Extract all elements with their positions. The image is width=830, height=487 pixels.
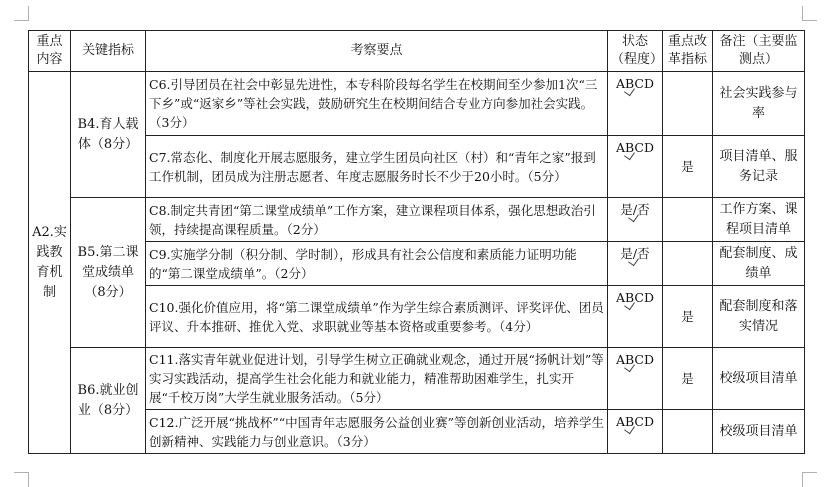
reform-flag xyxy=(663,410,713,454)
check-point-text: C6.引导团员在社会中彰显先进性，本专科阶段每名学生在校期间至少参加1次“三下乡”或“返家乡”等社会实践，鼓励研究生在校期间结合专业方向参加社会实践。（3分） xyxy=(146,72,608,136)
status-value: ABCD xyxy=(615,290,655,305)
table-row xyxy=(29,286,805,348)
page-corner-mark xyxy=(802,472,817,487)
header-key-indicator: 关键指标 xyxy=(71,31,146,72)
monitoring-note: 社会实践参与率 xyxy=(713,72,805,136)
check-point-text: C10.强化价值应用，将“第二课堂成绩单”作为学生综合素质测评、评奖评优、团员评议、升本推研、推优入党、求职就业等基本资格或重要参考。（4分） xyxy=(146,286,608,348)
status-value: ABCD xyxy=(615,352,655,367)
check-point-text: C12.广泛开展“挑战杯”“中国青年志愿服务公益创业赛”等创新创业活动，培养学生创新精神、实践能力与创业意识。（3分） xyxy=(146,410,608,454)
check-point-text: C9.实施学分制（积分制、学时制），形成具有社会公信度和素质能力证明功能的“第二课堂成绩单”。（2分） xyxy=(146,242,608,286)
status-value: ABCD xyxy=(615,76,655,91)
status-value: 是/否 xyxy=(620,246,650,261)
group-label-b5: B5.第二课堂成绩单（8分） xyxy=(71,198,146,348)
table-row xyxy=(29,72,805,136)
reform-flag: 是 xyxy=(663,286,713,348)
page-corner-mark xyxy=(14,6,29,21)
header-key-content: 重点内容 xyxy=(29,31,71,72)
table-header-row xyxy=(29,31,805,72)
table-row xyxy=(29,348,805,410)
monitoring-note: 项目清单、服务记录 xyxy=(713,136,805,198)
monitoring-note: 工作方案、课程项目清单 xyxy=(713,198,805,242)
status-value: ABCD xyxy=(615,414,655,429)
evaluation-table xyxy=(28,30,805,454)
reform-flag xyxy=(663,242,713,286)
page-corner-mark xyxy=(802,6,817,21)
monitoring-note: 配套制度、成绩单 xyxy=(713,242,805,286)
table-row xyxy=(29,136,805,198)
check-point-text: C8.制定共青团“第二课堂成绩单”工作方案，建立课程项目体系，强化思想政治引领，持续提高课程质量。（2分） xyxy=(146,198,608,242)
table-row xyxy=(29,198,805,242)
header-check-points: 考察要点 xyxy=(146,31,608,72)
reform-flag xyxy=(663,198,713,242)
header-status: 状态（程度） xyxy=(608,31,663,72)
reform-flag xyxy=(663,72,713,136)
group-label-b4: B4.育人载体（8分） xyxy=(71,72,146,198)
status-value: 是/否 xyxy=(620,202,650,217)
reform-flag: 是 xyxy=(663,348,713,410)
header-notes: 备注（主要监测点） xyxy=(713,31,805,72)
monitoring-note: 配套制度和落实情况 xyxy=(713,286,805,348)
table-row xyxy=(29,410,805,454)
table-row xyxy=(29,242,805,286)
check-point-text: C11.落实青年就业促进计划，引导学生树立正确就业观念，通过开展“扬帆计划”等实习实践活动，提高学生社会化能力和就业能力，精准帮助困难学生，扎实开展“千校万岗”大学生就业服务活动。（5分） xyxy=(146,348,608,410)
group-label-b6: B6.就业创业（8分） xyxy=(71,348,146,454)
page-corner-mark xyxy=(14,472,29,487)
monitoring-note: 校级项目清单 xyxy=(713,348,805,410)
section-label: A2.实践教育机制 xyxy=(29,72,71,454)
check-point-text: C7.常态化、制度化开展志愿服务，建立学生团员向社区（村）和“青年之家”报到工作机制，团员成为注册志愿者、年度志愿服务时长不少于20小时。（5分） xyxy=(146,136,608,198)
status-value: ABCD xyxy=(615,140,655,155)
reform-flag: 是 xyxy=(663,136,713,198)
monitoring-note: 校级项目清单 xyxy=(713,410,805,454)
header-reform-indicator: 重点改革指标 xyxy=(663,31,713,72)
